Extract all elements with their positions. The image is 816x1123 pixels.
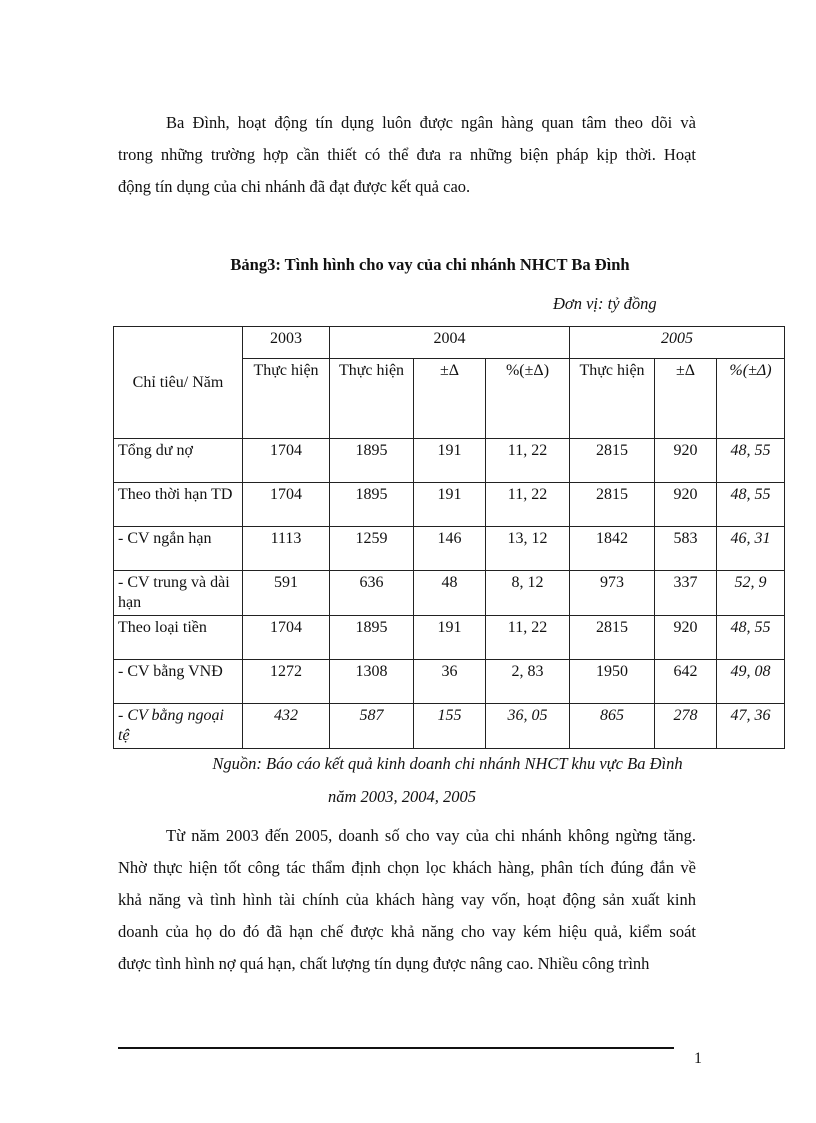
value-cell: 36 [414,660,486,704]
value-cell: 1259 [330,527,414,571]
row-label-cell: Theo thời hạn TD [114,483,243,527]
row-label-cell: - CV trung và dài hạn [114,571,243,616]
value-cell: 155 [414,704,486,749]
value-cell: 587 [330,704,414,749]
value-cell: 49, 08 [717,660,785,704]
body-paragraph [118,820,696,980]
value-cell: 973 [570,571,655,616]
table-row [114,527,785,571]
table-body [114,439,785,749]
year-header: 2003 [243,327,330,359]
subheader-cell: Thực hiện [330,359,414,439]
value-cell: 146 [414,527,486,571]
value-cell: 1895 [330,439,414,483]
value-cell: 337 [655,571,717,616]
subheader-cell: ±Δ [655,359,717,439]
subheader-cell: %(±Δ) [486,359,570,439]
value-cell: 48 [414,571,486,616]
row-label-cell: - CV bằng VNĐ [114,660,243,704]
row-label-cell: Theo loại tiền [114,616,243,660]
year-header: 2004 [330,327,570,359]
subheader-cell: Thực hiện [570,359,655,439]
year-header: 2005 [570,327,785,359]
paragraph-line: Nhờ thực hiện tốt công tác thẩm định chọn lọc khách hàng, phân tích đúng đắn về [118,858,696,877]
value-cell: 278 [655,704,717,749]
paragraph-line: khả năng và tình hình tài chính của khách hàng vay vốn, hoạt động sản xuất kinh [118,890,696,909]
subheader-cell: %(±Δ) [717,359,785,439]
table-row [114,483,785,527]
paragraph-line: doanh của họ do đó đã hạn chế được khả năng cho vay kém hiệu quả, kiểm soát [118,922,696,941]
value-cell: 583 [655,527,717,571]
value-cell: 11, 22 [486,483,570,527]
row-label-cell: - CV bằng ngoại tệ [114,704,243,749]
paragraph-line: Ba Đình, hoạt động tín dụng luôn được ngân hàng quan tâm theo dõi và [166,113,696,132]
value-cell: 865 [570,704,655,749]
value-cell: 920 [655,439,717,483]
row-label-cell: - CV ngắn hạn [114,527,243,571]
value-cell: 191 [414,439,486,483]
value-cell: 1704 [243,483,330,527]
value-cell: 1704 [243,616,330,660]
page-number: 1 [694,1050,702,1067]
row-header-cell: Chỉ tiêu/ Năm [114,327,243,439]
table-row [114,571,785,616]
value-cell: 1113 [243,527,330,571]
paragraph-line: động tín dụng của chi nhánh đã đạt được kết quả cao. [118,177,471,196]
value-cell: 920 [655,483,717,527]
value-cell: 36, 05 [486,704,570,749]
table-row [114,439,785,483]
table-title: Bảng3: Tình hình cho vay của chi nhánh NHCT Ba Đình [230,255,630,274]
value-cell: 2815 [570,439,655,483]
value-cell: 52, 9 [717,571,785,616]
paragraph-line: trong những trường hợp cần thiết có thể đưa ra những biện pháp kịp thời. Hoạt [118,145,696,164]
value-cell: 2, 83 [486,660,570,704]
value-cell: 8, 12 [486,571,570,616]
value-cell: 48, 55 [717,483,785,527]
intro-paragraph [118,107,696,203]
subheader-cell: ±Δ [414,359,486,439]
value-cell: 48, 55 [717,439,785,483]
table-row [114,704,785,749]
value-cell: 1704 [243,439,330,483]
footer-rule [118,1047,674,1049]
value-cell: 11, 22 [486,439,570,483]
value-cell: 920 [655,616,717,660]
value-cell: 1895 [330,483,414,527]
lending-table [113,326,785,749]
value-cell: 2815 [570,616,655,660]
subheader-cell: Thực hiện [243,359,330,439]
table-row [114,616,785,660]
unit-label: Đơn vị: tỷ đồng [553,294,657,313]
value-cell: 1842 [570,527,655,571]
value-cell: 47, 36 [717,704,785,749]
paragraph-line: Từ năm 2003 đến 2005, doanh số cho vay của chi nhánh không ngừng tăng. [166,826,696,845]
table-row [114,660,785,704]
row-label-cell: Tổng dư nợ [114,439,243,483]
value-cell: 642 [655,660,717,704]
source-line-1: Nguồn: Báo cáo kết quả kinh doanh chi nhánh NHCT khu vực Ba Đình [212,754,683,773]
value-cell: 191 [414,616,486,660]
value-cell: 13, 12 [486,527,570,571]
value-cell: 432 [243,704,330,749]
value-cell: 1272 [243,660,330,704]
value-cell: 48, 55 [717,616,785,660]
value-cell: 2815 [570,483,655,527]
value-cell: 46, 31 [717,527,785,571]
value-cell: 636 [330,571,414,616]
value-cell: 1308 [330,660,414,704]
value-cell: 1950 [570,660,655,704]
paragraph-line: được tình hình nợ quá hạn, chất lượng tín dụng được nâng cao. Nhiều công trình [118,954,650,973]
value-cell: 11, 22 [486,616,570,660]
value-cell: 1895 [330,616,414,660]
value-cell: 591 [243,571,330,616]
value-cell: 191 [414,483,486,527]
source-line-2: năm 2003, 2004, 2005 [328,787,477,806]
